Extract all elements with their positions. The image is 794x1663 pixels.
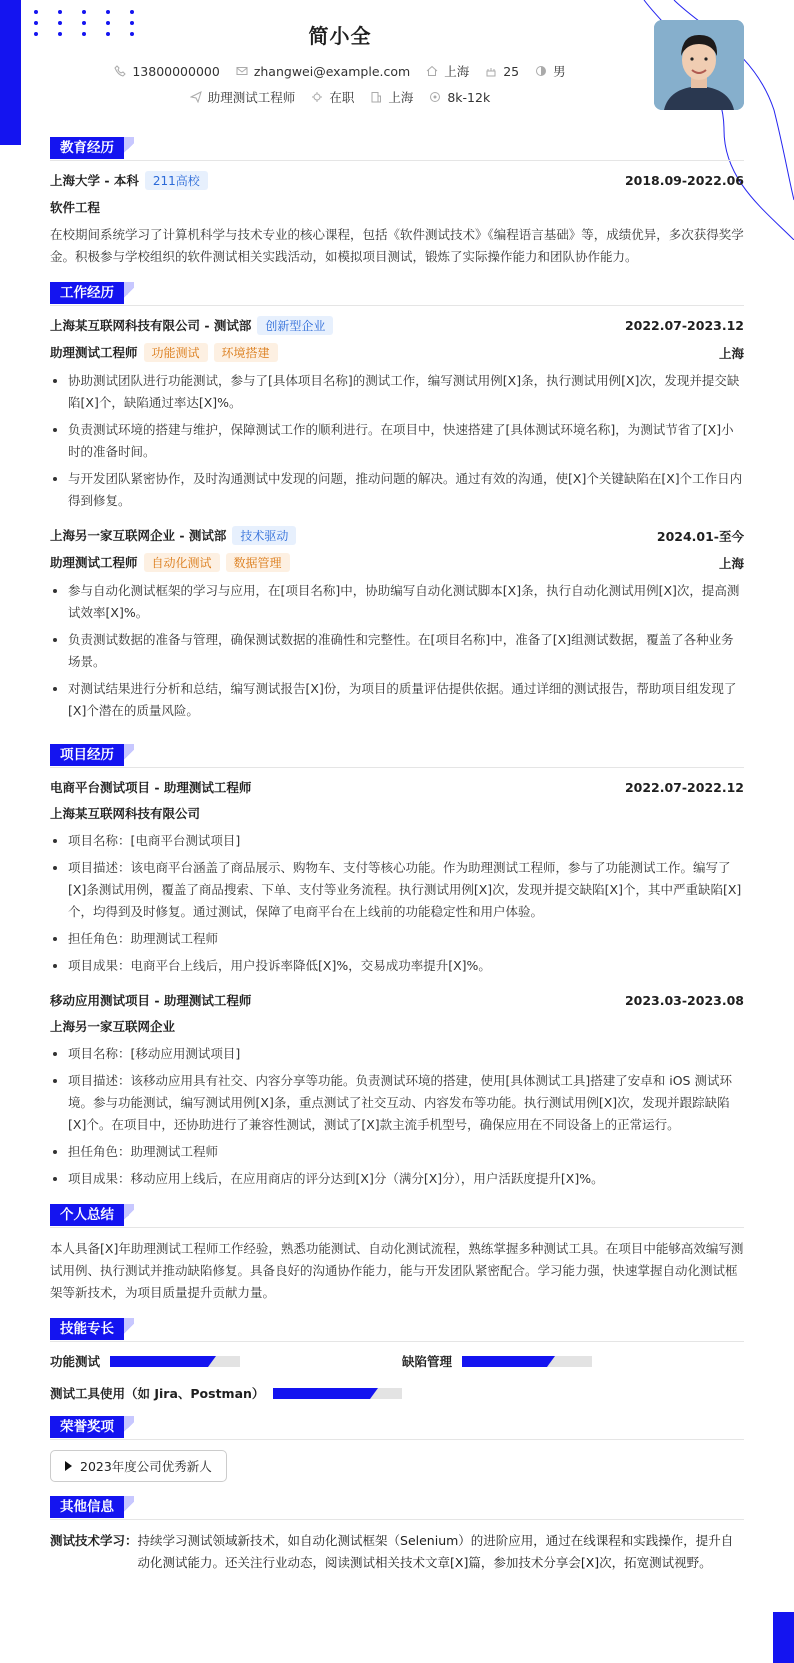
contact-row [0,62,680,80]
section-awards-header [50,1416,744,1440]
section-divider [50,767,744,768]
skill-name: 功能测试 [50,1354,101,1369]
summary-text: 本人具备[X]年助理测试工程师工作经验，熟悉功能测试、自动化测试流程，熟练掌握多种测试工具。在项目中能够高效编写测试用例、执行测试并推动缺陷修复。具备良好的沟通协作能力，能与开发团队紧密配合。学习能力强，快速掌握自动化测试框架等新技术，为项目质量提升贡献力量。 [50,1241,744,1300]
job-role: 助理测试工程师 [50,555,138,570]
target-role-item [190,88,296,106]
home-icon [426,65,438,77]
avatar [654,20,744,110]
list-item: • 项目成果：电商平台上线后，用户投诉率降低[X]%，交易成功率提升[X]%。 [68,955,744,977]
dot [106,10,110,14]
section-summary-header [50,1204,744,1228]
work-city: 上海 [718,555,744,571]
project-bullets [50,1043,744,1190]
list-item: • 对测试结果进行分析和总结，编写测试报告[X]份，为项目的质量评估提供依据。通过详细的测试报告，帮助项目组发现了[X]个潜在的质量风险。 [68,678,744,722]
list-item: • 参与自动化测试框架的学习与应用，在[项目名称]中，协助编写自动化测试脚本[X]条，执行自动化测试用例[X]次，提高测试效率[X]%。 [68,580,744,624]
gender-text: 男 [553,64,566,79]
other-info-label: 测试技术学习： [50,1533,138,1548]
company-badge: 创新型企业 [257,316,333,335]
section-title: 工作经历 [50,282,124,304]
age-icon [485,65,497,77]
award-name: 2023年度公司优秀新人 [80,1459,212,1474]
dot [82,10,86,14]
target-city-item [370,88,413,106]
project-date: 2022.07-2022.12 [624,779,744,795]
work-bullets [50,370,744,512]
section-skills-header [50,1318,744,1342]
dot [58,10,62,14]
list-item: • 与开发团队紧密协作，及时沟通测试中发现的问题，推动问题的解决。通过有效的沟通，使[X]个关键缺陷在[X]个工作日内得到修复。 [68,468,744,512]
dot [130,10,134,14]
list-item: • 负责测试环境的搭建与维护，保障测试工作的顺利进行。在项目中，快速搭建了[具体测试环境名称]，为测试节省了[X]小时的准备时间。 [68,419,744,463]
candidate-name: 简小全 [308,24,372,48]
project-name: 移动应用测试项目 - 助理测试工程师 [50,993,252,1008]
school-name: 上海大学 - 本科 [50,173,139,188]
section-education-header [50,137,744,161]
work-date: 2022.07-2023.12 [624,318,744,333]
section-divider [50,160,744,161]
phone-item [114,64,219,79]
section-title: 其他信息 [50,1496,124,1518]
resume-body [50,137,744,1574]
major: 软件工程 [50,200,101,215]
skills-grid [50,1352,744,1402]
list-item: • 项目成果：移动应用上线后，在应用商店的评分达到[X]分（满分[X]分），用户活跃度提升[X]%。 [68,1168,744,1190]
list-item: • 担任角色：助理测试工程师 [68,928,744,950]
project-date: 2023.03-2023.08 [624,992,744,1008]
salary-icon [429,91,441,103]
section-other-header [50,1496,744,1520]
project-bullets [50,830,744,977]
skill-name: 测试工具使用（如 Jira、Postman） [50,1386,265,1401]
work-entry [50,316,744,512]
other-info-text: 持续学习测试领域新技术，如自动化测试框架（Selenium）的进阶应用，通过在线课程和实践操作，提升自动化测试能力。还关注行业动态，阅读测试相关技术文章[X]篇，参加技术分享会[X]次，拓宽测试视野。 [137,1533,734,1570]
company-name: 上海另一家互联网企业 - 测试部 [50,528,227,543]
company-name: 上海某互联网科技有限公司 - 测试部 [50,318,252,333]
skill-tag: 数据管理 [226,553,290,572]
list-item: • 担任角色：助理测试工程师 [68,1141,744,1163]
status-text: 在职 [329,90,355,105]
status-item [311,88,354,106]
phone-icon [114,65,126,77]
skill-name: 缺陷管理 [402,1354,453,1369]
list-item: • 负责测试数据的准备与管理，确保测试数据的准确性和完整性。在[项目名称]中，准备了[X]组测试数据，覆盖了各种业务场景。 [68,629,744,673]
status-icon [311,91,323,103]
company-badge: 技术驱动 [232,526,296,545]
list-item: • 项目名称：[电商平台测试项目] [68,830,744,852]
project-company: 上海另一家互联网企业 [50,1019,176,1034]
age-text: 25 [503,63,520,79]
building-icon [370,91,382,103]
work-city: 上海 [718,345,744,361]
project-entry [50,778,744,977]
send-icon [190,91,202,103]
section-divider [50,1439,744,1440]
skill-item [402,1352,744,1370]
skill-tag: 环境搭建 [214,343,278,362]
salary-item [429,90,490,105]
avatar-portrait [654,20,744,110]
project-entry [50,991,744,1190]
list-item: • 项目描述：该电商平台涵盖了商品展示、购物车、支付等核心功能。作为助理测试工程师，参与了功能测试工作。编写了[X]条测试用例，覆盖了商品搜索、下单、支付等业务流程。执行测试用例[X]次，发现并提交缺陷[X]个，其中严重缺陷[X]个，均得到及时修复。通过测试，保障了电商平台在上线前的功能稳定性和用户体验。 [68,857,744,923]
job-role: 助理测试工程师 [50,345,138,360]
work-date: 2024.01-至今 [656,528,744,544]
section-projects-header [50,744,744,768]
gender-item [535,62,566,80]
skill-item [50,1384,402,1402]
skill-tag: 功能测试 [144,343,208,362]
list-item: • 项目名称：[移动应用测试项目] [68,1043,744,1065]
section-work-header [50,282,744,306]
skill-level-bar [462,1356,592,1367]
work-bullets [50,580,744,722]
skill-level-bar [273,1388,402,1399]
section-title: 个人总结 [50,1204,124,1226]
location-text: 上海 [444,64,470,79]
section-title: 教育经历 [50,137,124,159]
gender-icon [535,65,547,77]
section-divider [50,1519,744,1520]
skill-level-fill [273,1388,370,1399]
skill-level-fill [110,1356,208,1367]
job-intent-row [0,88,680,106]
project-name: 电商平台测试项目 - 助理测试工程师 [50,780,252,795]
list-item: • 协助测试团队进行功能测试，参与了[具体项目名称]的测试工作，编写测试用例[X]条，执行测试用例[X]次，发现并提交缺陷[X]个，缺陷通过率达[X]%。 [68,370,744,414]
project-company: 上海某互联网科技有限公司 [50,806,201,821]
play-triangle-icon [65,1461,72,1471]
location-item [426,62,469,80]
education-description: 在校期间系统学习了计算机科学与技术专业的核心课程，包括《软件测试技术》《编程语言基础》等，成绩优异，多次获得奖学金。积极参与学校组织的软件测试相关实践活动，如模拟项目测试，锻炼了实际操作能力和团队协作能力。 [50,227,744,264]
skill-level-fill [462,1356,547,1367]
skill-level-bar [110,1356,240,1367]
section-title: 技能专长 [50,1318,124,1340]
mail-icon [236,65,248,77]
right-accent-bar [773,1612,794,1663]
other-info-item [50,1530,744,1574]
education-date: 2018.09-2022.06 [624,173,744,188]
age-item [485,64,519,79]
phone-text: 13800000000 [132,63,220,79]
work-entry [50,526,744,722]
award-item [50,1450,227,1482]
email-text: zhangwei@example.com [253,63,411,79]
section-divider [50,1341,744,1342]
section-divider [50,305,744,306]
target-city-text: 上海 [388,90,414,105]
section-divider [50,1227,744,1228]
target-role-text: 助理测试工程师 [207,90,296,105]
salary-text: 8k-12k [447,89,491,105]
skill-item [50,1352,402,1370]
section-title: 项目经历 [50,744,124,766]
section-title: 荣誉奖项 [50,1416,124,1438]
education-entry [50,171,744,268]
dot [34,10,38,14]
skill-tag: 自动化测试 [144,553,220,572]
list-item: • 项目描述：该移动应用具有社交、内容分享等功能。负责测试环境的搭建，使用[具体测试工具]搭建了安卓和 iOS 测试环境。参与功能测试，编写测试用例[X]条，重点测试了社交互动、内容发布等功能。执行测试用例[X]次，发现并跟踪缺陷[X]个。在项目中，还协助进行了兼容性测试，测试了[X]款主流手机型号，确保应用在不同设备上的正常运行。 [68,1070,744,1136]
email-item [236,64,410,79]
school-badge: 211高校 [145,171,208,190]
